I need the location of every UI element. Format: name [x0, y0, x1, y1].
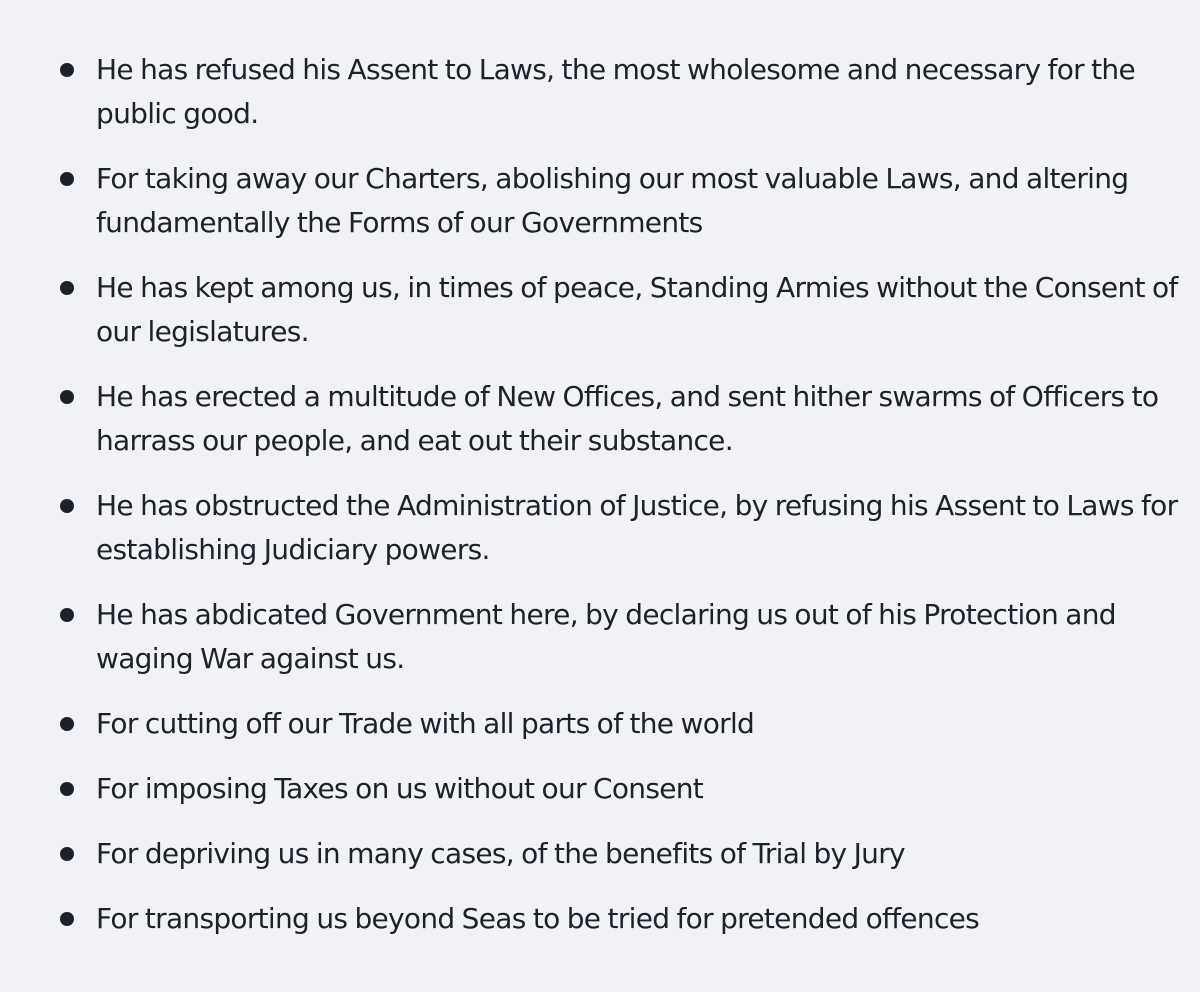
- bullet-icon: [60, 63, 74, 77]
- list-item-text: He has obstructed the Administration of Justice, by refusing his Assent to Laws for establishing Judiciary powers.: [96, 489, 1178, 566]
- list-item-text: He has refused his Assent to Laws, the most wholesome and necessary for the public good.: [96, 53, 1136, 130]
- list-item-text: For taking away our Charters, abolishing our most valuable Laws, and altering fundamentally the Forms of our Governments: [96, 162, 1129, 239]
- bullet-icon: [60, 499, 74, 513]
- list-item-text: For imposing Taxes on us without our Consent: [96, 772, 704, 805]
- list-item: [0, 593, 1200, 681]
- list-item-text: For depriving us in many cases, of the benefits of Trial by Jury: [96, 837, 905, 870]
- bullet-icon: [60, 717, 74, 731]
- list-item-text: He has kept among us, in times of peace, Standing Armies without the Consent of our legislatures.: [96, 271, 1178, 348]
- bullet-icon: [60, 847, 74, 861]
- list-item: [0, 897, 1200, 941]
- bullet-icon: [60, 281, 74, 295]
- list-item: [0, 157, 1200, 245]
- bullet-icon: [60, 912, 74, 926]
- bullet-icon: [60, 390, 74, 404]
- bullet-icon: [60, 608, 74, 622]
- list-item: [0, 48, 1200, 136]
- list-item: [0, 266, 1200, 354]
- list-item: [0, 767, 1200, 811]
- list-item: [0, 484, 1200, 572]
- list-item-text: For cutting off our Trade with all parts of the world: [96, 707, 755, 740]
- list-item: [0, 702, 1200, 746]
- list-item-text: He has abdicated Government here, by declaring us out of his Protection and waging War against us.: [96, 598, 1116, 675]
- list-item: [0, 375, 1200, 463]
- bullet-icon: [60, 782, 74, 796]
- bullet-icon: [60, 172, 74, 186]
- list-item-text: He has erected a multitude of New Offices, and sent hither swarms of Officers to harrass our people, and eat out their substance.: [96, 380, 1159, 457]
- list-item-text: For transporting us beyond Seas to be tried for pretended offences: [96, 902, 980, 935]
- list-item: [0, 832, 1200, 876]
